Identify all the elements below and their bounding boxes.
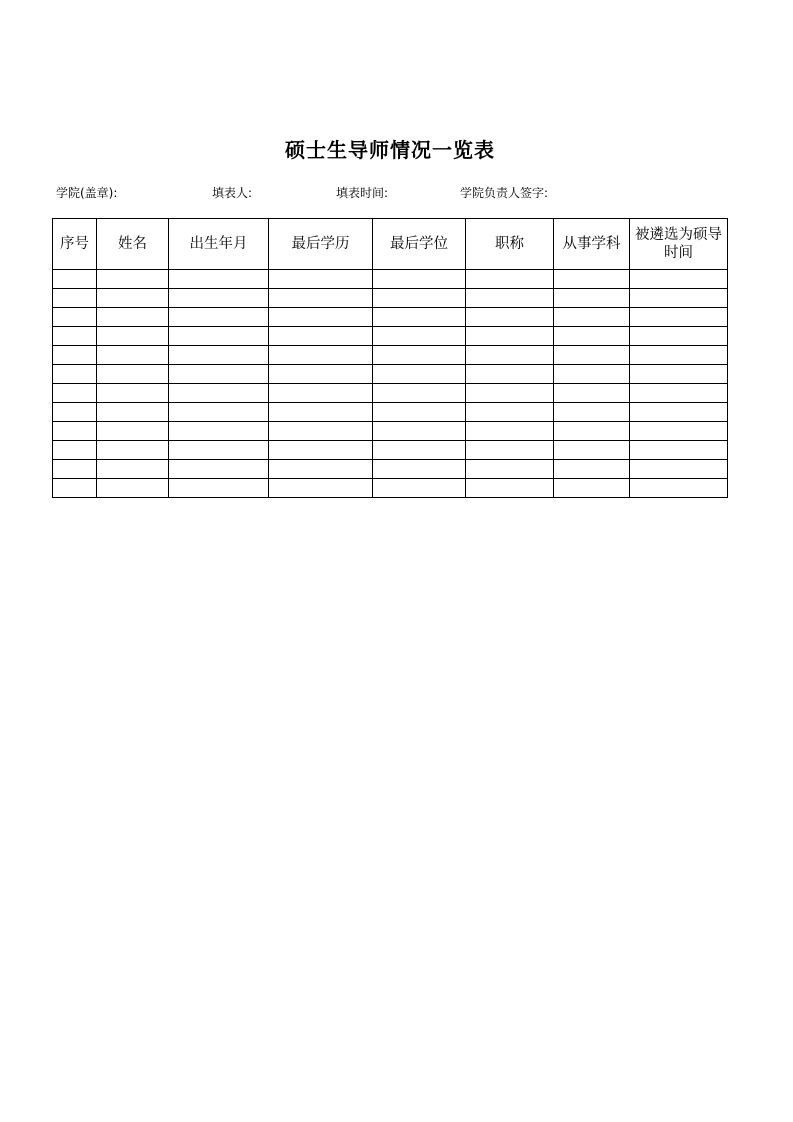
- cell-title[interactable]: [466, 441, 554, 460]
- cell-name[interactable]: [97, 270, 169, 289]
- cell-name[interactable]: [97, 346, 169, 365]
- cell-selection-time[interactable]: [630, 365, 728, 384]
- cell-title[interactable]: [466, 384, 554, 403]
- cell-discipline[interactable]: [554, 403, 630, 422]
- cell-birth-date[interactable]: [169, 308, 269, 327]
- cell-index[interactable]: [53, 422, 97, 441]
- header-title: 职称: [466, 219, 554, 270]
- cell-final-education[interactable]: [269, 384, 373, 403]
- table-row: [53, 308, 728, 327]
- cell-index[interactable]: [53, 289, 97, 308]
- cell-title[interactable]: [466, 479, 554, 498]
- cell-discipline[interactable]: [554, 479, 630, 498]
- cell-final-degree[interactable]: [373, 384, 466, 403]
- header-selection-time-label: 被遴选为硕导时间: [635, 227, 722, 261]
- cell-index[interactable]: [53, 365, 97, 384]
- table-row: [53, 346, 728, 365]
- cell-final-degree[interactable]: [373, 327, 466, 346]
- cell-selection-time[interactable]: [630, 346, 728, 365]
- cell-birth-date[interactable]: [169, 422, 269, 441]
- cell-final-degree[interactable]: [373, 422, 466, 441]
- header-final-education: 最后学历: [269, 219, 373, 270]
- cell-name[interactable]: [97, 479, 169, 498]
- cell-title[interactable]: [466, 346, 554, 365]
- cell-name[interactable]: [97, 441, 169, 460]
- cell-discipline[interactable]: [554, 460, 630, 479]
- cell-selection-time[interactable]: [630, 384, 728, 403]
- cell-index[interactable]: [53, 384, 97, 403]
- cell-title[interactable]: [466, 460, 554, 479]
- cell-discipline[interactable]: [554, 384, 630, 403]
- table-row: [53, 270, 728, 289]
- table-row: [53, 460, 728, 479]
- college-seal-label: 学院(盖章):: [56, 186, 118, 200]
- cell-final-degree[interactable]: [373, 308, 466, 327]
- cell-index[interactable]: [53, 346, 97, 365]
- cell-title[interactable]: [466, 270, 554, 289]
- header-selection-time: [630, 219, 728, 270]
- cell-discipline[interactable]: [554, 365, 630, 384]
- table-row: [53, 289, 728, 308]
- cell-discipline[interactable]: [554, 441, 630, 460]
- table-header-row: [53, 219, 728, 270]
- cell-selection-time[interactable]: [630, 403, 728, 422]
- cell-name[interactable]: [97, 289, 169, 308]
- cell-birth-date[interactable]: [169, 346, 269, 365]
- cell-final-degree[interactable]: [373, 403, 466, 422]
- cell-index[interactable]: [53, 460, 97, 479]
- cell-title[interactable]: [466, 308, 554, 327]
- cell-selection-time[interactable]: [630, 422, 728, 441]
- cell-birth-date[interactable]: [169, 289, 269, 308]
- table-row: [53, 327, 728, 346]
- cell-name[interactable]: [97, 384, 169, 403]
- cell-birth-date[interactable]: [169, 384, 269, 403]
- cell-discipline[interactable]: [554, 308, 630, 327]
- cell-final-education[interactable]: [269, 403, 373, 422]
- cell-discipline[interactable]: [554, 289, 630, 308]
- page-title: 硕士生导师情况一览表: [285, 138, 495, 162]
- cell-final-degree[interactable]: [373, 270, 466, 289]
- cell-discipline[interactable]: [554, 327, 630, 346]
- supervisor-table: [52, 218, 728, 498]
- table-row: [53, 479, 728, 498]
- cell-final-education[interactable]: [269, 346, 373, 365]
- cell-name[interactable]: [97, 460, 169, 479]
- table-row: [53, 441, 728, 460]
- cell-discipline[interactable]: [554, 422, 630, 441]
- cell-index[interactable]: [53, 308, 97, 327]
- cell-birth-date[interactable]: [169, 441, 269, 460]
- cell-birth-date[interactable]: [169, 365, 269, 384]
- filler-label: 填表人:: [212, 186, 253, 200]
- cell-name[interactable]: [97, 327, 169, 346]
- cell-final-education[interactable]: [269, 441, 373, 460]
- fill-time-label: 填表时间:: [336, 186, 389, 200]
- cell-birth-date[interactable]: [169, 460, 269, 479]
- cell-index[interactable]: [53, 479, 97, 498]
- college-head-signature-label: 学院负责人签字:: [460, 186, 549, 200]
- cell-final-education[interactable]: [269, 365, 373, 384]
- table-row: [53, 403, 728, 422]
- cell-selection-time[interactable]: [630, 308, 728, 327]
- cell-final-degree[interactable]: [373, 460, 466, 479]
- cell-discipline[interactable]: [554, 346, 630, 365]
- cell-birth-date[interactable]: [169, 479, 269, 498]
- cell-final-education[interactable]: [269, 289, 373, 308]
- cell-title[interactable]: [466, 289, 554, 308]
- cell-selection-time[interactable]: [630, 441, 728, 460]
- cell-final-degree[interactable]: [373, 441, 466, 460]
- cell-selection-time[interactable]: [630, 289, 728, 308]
- cell-final-degree[interactable]: [373, 365, 466, 384]
- cell-final-degree[interactable]: [373, 479, 466, 498]
- cell-title[interactable]: [466, 365, 554, 384]
- cell-name[interactable]: [97, 403, 169, 422]
- table-body: [53, 270, 728, 498]
- cell-discipline[interactable]: [554, 270, 630, 289]
- cell-final-degree[interactable]: [373, 289, 466, 308]
- cell-final-education[interactable]: [269, 460, 373, 479]
- cell-birth-date[interactable]: [169, 403, 269, 422]
- cell-name[interactable]: [97, 422, 169, 441]
- header-birth-date: 出生年月: [169, 219, 269, 270]
- cell-final-education[interactable]: [269, 479, 373, 498]
- cell-index[interactable]: [53, 403, 97, 422]
- cell-selection-time[interactable]: [630, 460, 728, 479]
- header-discipline: 从事学科: [554, 219, 630, 270]
- cell-name[interactable]: [97, 308, 169, 327]
- cell-name[interactable]: [97, 365, 169, 384]
- cell-final-degree[interactable]: [373, 346, 466, 365]
- cell-title[interactable]: [466, 327, 554, 346]
- header-name: 姓名: [97, 219, 169, 270]
- cell-index[interactable]: [53, 327, 97, 346]
- table-row: [53, 384, 728, 403]
- cell-final-education[interactable]: [269, 270, 373, 289]
- cell-title[interactable]: [466, 422, 554, 441]
- table-row: [53, 365, 728, 384]
- table-row: [53, 422, 728, 441]
- cell-selection-time[interactable]: [630, 327, 728, 346]
- cell-final-education[interactable]: [269, 308, 373, 327]
- cell-final-education[interactable]: [269, 327, 373, 346]
- cell-selection-time[interactable]: [630, 479, 728, 498]
- cell-index[interactable]: [53, 441, 97, 460]
- cell-birth-date[interactable]: [169, 270, 269, 289]
- header-index: 序号: [53, 219, 97, 270]
- cell-birth-date[interactable]: [169, 327, 269, 346]
- cell-title[interactable]: [466, 403, 554, 422]
- header-final-degree: 最后学位: [373, 219, 466, 270]
- cell-selection-time[interactable]: [630, 270, 728, 289]
- cell-index[interactable]: [53, 270, 97, 289]
- cell-final-education[interactable]: [269, 422, 373, 441]
